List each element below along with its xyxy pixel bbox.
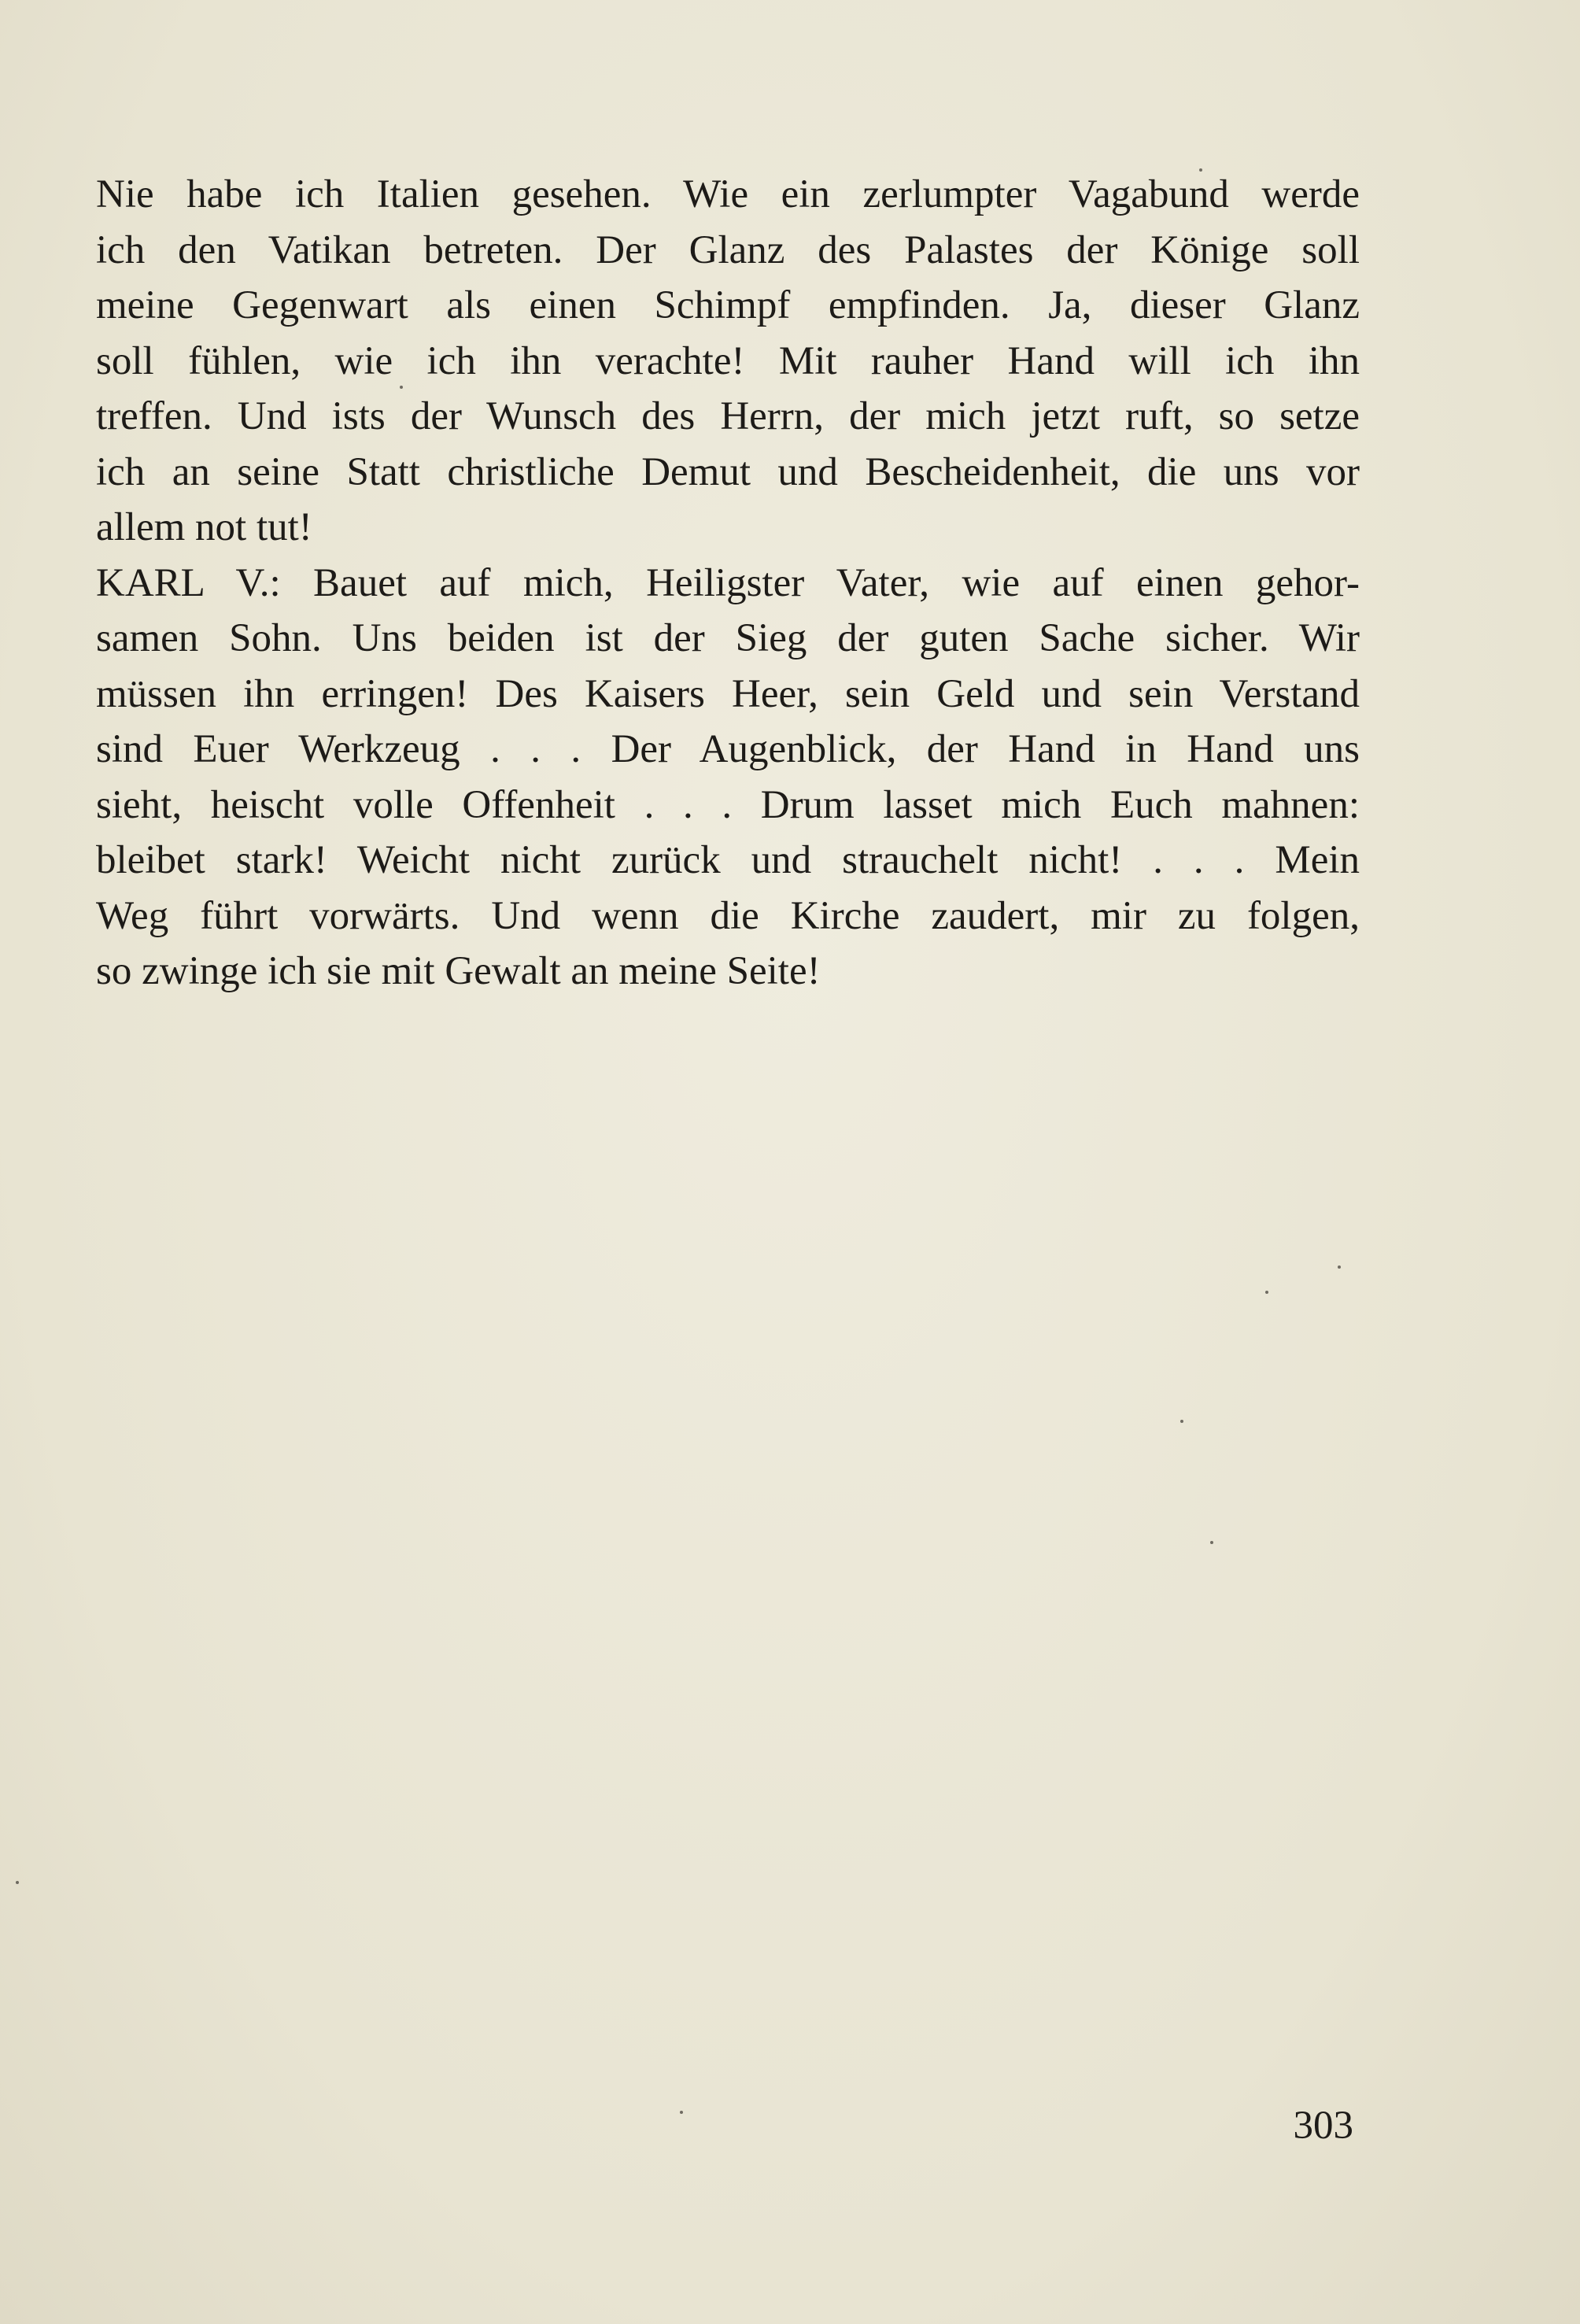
text-line: ich den Vatikan betreten. Der Glanz des Palastes der Könige soll: [96, 227, 1360, 272]
page-number: 303: [1293, 2104, 1353, 2148]
paper-speck: [1265, 1291, 1268, 1294]
text-line: ich an seine Statt christliche Demut und Bescheidenheit, die uns vor: [96, 449, 1360, 494]
text-line: meine Gegenwart als einen Schimpf empfinden. Ja, dieser Glanz: [96, 283, 1360, 327]
paper-speck: [1180, 1420, 1183, 1423]
text-line: treffen. Und ists der Wunsch des Herrn, der mich jetzt ruft, so setze: [96, 394, 1360, 438]
paper-speck: [16, 1881, 19, 1884]
text-line: bleibet stark! Weicht nicht zurück und strauchelt nicht! . . . Mein: [96, 838, 1360, 882]
text-line: Nie habe ich Italien gesehen. Wie ein zerlumpter Vagabund werde: [96, 172, 1360, 216]
text-line: müssen ihn erringen! Des Kaisers Heer, sein Geld und sein Verstand: [96, 671, 1360, 716]
paper-speck: [680, 2111, 683, 2114]
text-line: sind Euer Werkzeug . . . Der Augenblick, der Hand in Hand uns: [96, 727, 1360, 771]
text-line: KARL V.: Bauet auf mich, Heiligster Vater, wie auf einen gehor-: [96, 560, 1360, 605]
paper-speck: [1338, 1265, 1341, 1269]
text-line: Weg führt vorwärts. Und wenn die Kirche zaudert, mir zu folgen,: [96, 893, 1360, 938]
body-text: [96, 167, 1360, 999]
text-line: sieht, heischt volle Offenheit . . . Drum lasset mich Euch mahnen:: [96, 782, 1360, 827]
paper-speck: [1210, 1541, 1213, 1544]
text-line: samen Sohn. Uns beiden ist der Sieg der guten Sache sicher. Wir: [96, 616, 1360, 660]
text-line: soll fühlen, wie ich ihn verachte! Mit rauher Hand will ich ihn: [96, 338, 1360, 383]
text-line: so zwinge ich sie mit Gewalt an meine Seite!: [96, 949, 821, 993]
text-line: allem not tut!: [96, 505, 312, 549]
paper-speck: [1199, 168, 1202, 172]
paper-speck: [400, 386, 403, 389]
